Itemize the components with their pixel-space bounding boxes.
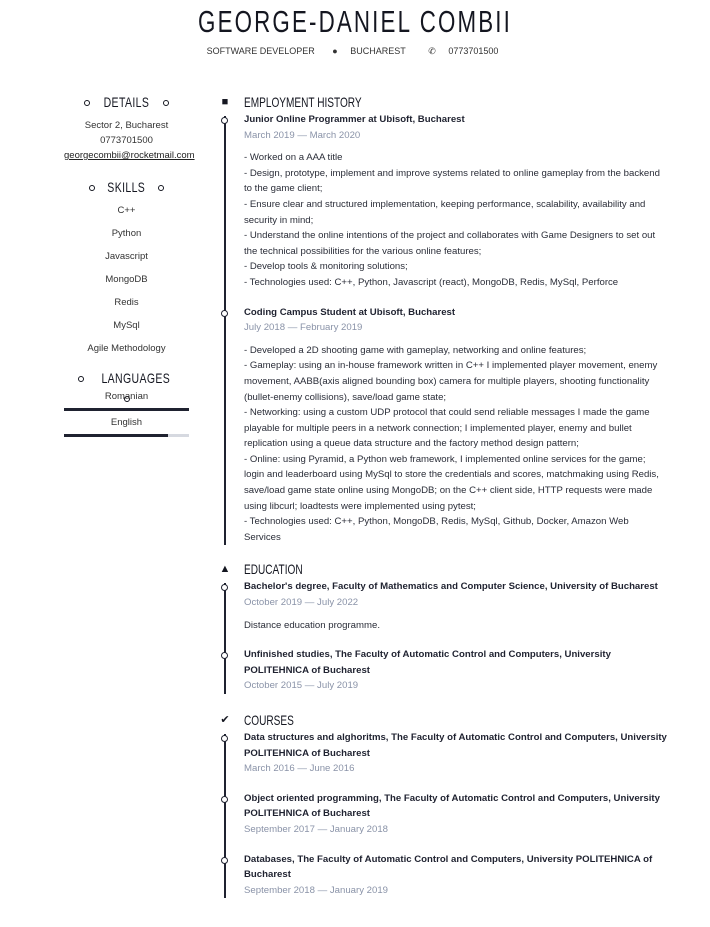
timeline-item: [218, 730, 668, 777]
description-line: - Develop tools & monitoring solutions;: [244, 261, 408, 273]
item-dates: March 2016 — June 2016: [244, 763, 355, 775]
timeline-item: [218, 579, 668, 633]
item-dates: September 2018 — January 2019: [244, 884, 388, 896]
graduation-cap-icon: ▲: [219, 563, 231, 576]
item-title: Bachelor's degree, Faculty of Mathematics and Computer Science, University of Bucharest: [244, 581, 658, 593]
item-dates: September 2017 — January 2018: [244, 823, 388, 835]
item-title: Databases, The Faculty of Automatic Control and Computers, University POLITEHNICA of Bucharest: [244, 853, 653, 881]
employment-heading: ■ EMPLOYMENT HISTORY: [218, 92, 668, 112]
item-title: Coding Campus Student at Ubisoft, Bucharest: [244, 306, 456, 318]
languages-heading: LANGUAGES: [64, 368, 189, 388]
timeline-dot-icon: [221, 735, 228, 742]
details-phone: 0773701500: [100, 135, 153, 146]
skill-item: Redis: [114, 297, 139, 308]
item-dates: July 2018 — February 2019: [244, 322, 363, 334]
language-level-fill: [64, 408, 189, 411]
item-title: Unfinished studies, The Faculty of Automatic Control and Computers, University POLITEHNICA of Bucharest: [244, 649, 611, 676]
courses-section: [218, 710, 668, 898]
language-name: Romanian: [104, 391, 149, 402]
item-title: Object oriented programming, The Faculty of Automatic Control and Computers, University POLITEHNICA of Bucharest: [244, 792, 660, 820]
description-line: - Technologies used: C++, Python, MongoDB, Redis, MySql, Github, Docker, Amazon Web Services: [244, 516, 629, 543]
item-dates: October 2015 — July 2019: [244, 680, 359, 692]
language-level-bar: [64, 434, 189, 437]
timeline-dot-icon: [221, 117, 228, 124]
description-line: - Technologies used: C++, Python, Javascript (react), MongoDB, Redis, MySql, Perforce: [244, 276, 619, 288]
education-section: [218, 559, 668, 694]
skill-item: C++: [117, 205, 136, 216]
language-name: English: [110, 417, 143, 428]
item-title: Data structures and alghoritms, The Faculty of Automatic Control and Computers, University POLITEHNICA of Bucharest: [244, 732, 667, 759]
item-note: Distance education programme.: [244, 619, 380, 631]
briefcase-icon: ■: [221, 96, 229, 108]
skill-item: Agile Methodology: [87, 343, 166, 354]
skill-item: Python: [111, 228, 142, 239]
badge-check-icon: ✔: [220, 714, 230, 726]
timeline-dot-icon: [221, 796, 228, 803]
timeline-dot-icon: [221, 857, 228, 864]
language-level-fill: [64, 434, 168, 437]
description-line: - Gameplay: using an in-house framework written in C++ I implemented player movement, enemy movement, AABB(axis aligned bounding box) camera for multiple players, shooting functionality (bullet-enemy collisions), save/load game state;: [244, 360, 658, 403]
description-line: - Worked on a AAA title: [244, 152, 343, 164]
description-line: - Networking: using a custom UDP protocol that could send reliable messages I made the game playable for multiple peers in a network connection; I implemented player, enemy and bullet replication using a queue data structure and the factory method design pattern;: [244, 407, 650, 450]
timeline-item: [218, 647, 668, 694]
location: ● BUCHAREST: [332, 46, 406, 56]
item-title: Junior Online Programmer at Ubisoft, Bucharest: [244, 114, 465, 125]
description-line: - Developed a 2D shooting game with gameplay, networking and online features;: [244, 344, 587, 356]
timeline-dot-icon: [221, 310, 228, 317]
job-title: SOFTWARE DEVELOPER: [206, 46, 315, 56]
description-line: - Understand the online intentions of the project and collaborates with Game Designers to set out the technical possibilities for the various online features;: [244, 230, 656, 257]
description-line: - Online: using Pyramid, a Python web framework, I implemented online services for the game; login and leaderboard using MySql to store the credentials and scores, matchmaking using Redis, save/load game state online using MongoDB; on the C++ client side, HTTP requests were made using libcurl; loadtests were implemented using pytest;: [244, 453, 659, 512]
description-line: - Design, prototype, implement and improve systems related to online gameplay from the backend to the game client;: [244, 167, 660, 195]
item-description: [244, 150, 668, 290]
language-level-bar: [64, 408, 189, 411]
item-dates: October 2019 — July 2022: [244, 597, 359, 609]
sidebar: [64, 92, 195, 437]
details-heading: DETAILS: [64, 92, 189, 112]
phone-icon: ✆: [428, 46, 436, 56]
skill-item: MySql: [113, 320, 140, 331]
education-heading: ▲ EDUCATION: [219, 561, 303, 578]
timeline-dot-icon: [221, 652, 228, 659]
courses-heading: ✔ COURSES: [220, 712, 294, 728]
main-content: [218, 92, 668, 909]
address: Sector 2, Bucharest: [84, 120, 169, 131]
skill-item: MongoDB: [105, 274, 148, 285]
item-description: [244, 343, 668, 546]
email-link[interactable]: georgecombii@rocketmail.com: [64, 150, 195, 161]
skill-item: Javascript: [105, 251, 148, 262]
timeline-item: [218, 852, 668, 899]
phone: ✆ 0773701500: [428, 46, 499, 56]
map-pin-icon: ●: [332, 46, 338, 56]
timeline-item: [218, 112, 668, 291]
resume-name: GEORGE-DANIEL COMBII: [198, 4, 512, 39]
description-line: - Ensure clear and structured implementation, keeping performance, scalability, availability and security in mind;: [244, 198, 646, 226]
timeline-item: [218, 305, 668, 546]
timeline-dot-icon: [221, 584, 228, 591]
header-subtitle: [0, 46, 710, 57]
timeline-item: [218, 791, 668, 838]
skills-heading: SKILLS: [64, 177, 189, 197]
item-dates: March 2019 — March 2020: [244, 129, 361, 141]
employment-section: [218, 92, 668, 545]
